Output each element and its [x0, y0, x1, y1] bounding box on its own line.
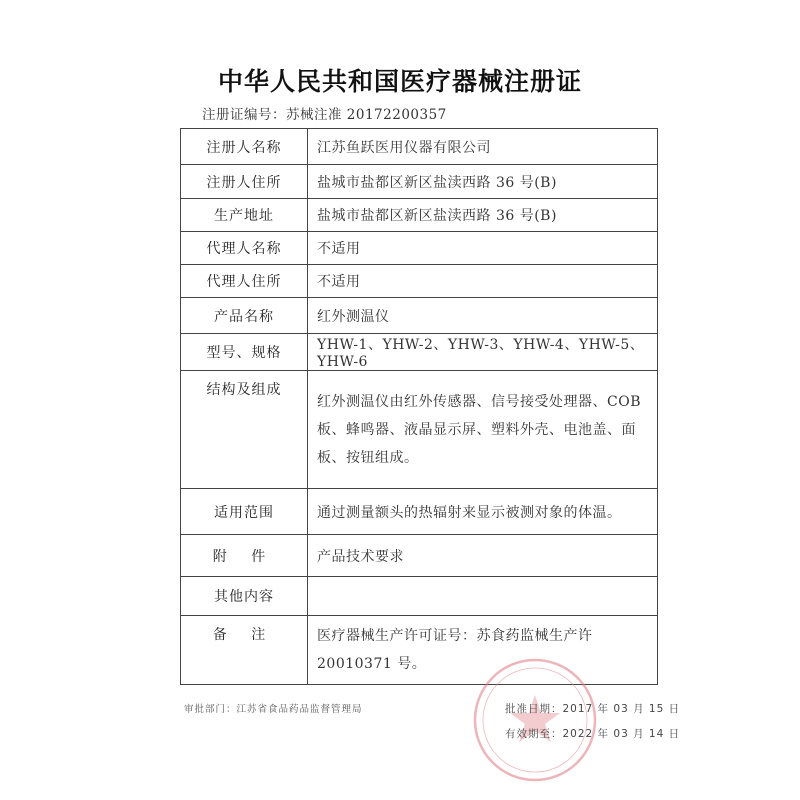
certificate-table [180, 128, 658, 685]
row-label: 注册人住所 [181, 165, 308, 199]
row-label: 其他内容 [181, 577, 308, 616]
table-row [181, 129, 658, 165]
table-row [181, 199, 658, 232]
row-value: YHW-1、YHW-2、YHW-3、YHW-4、YHW-5、YHW-6 [308, 334, 658, 371]
table-row [181, 489, 658, 535]
table-row [181, 371, 658, 489]
row-value [308, 577, 658, 616]
certificate-title: 中华人民共和国医疗器械注册证 [217, 67, 582, 96]
row-label: 附 件 [181, 535, 308, 577]
row-label: 结构及组成 [181, 371, 308, 489]
row-label: 产品名称 [181, 298, 308, 334]
row-value: 江苏鱼跃医用仪器有限公司 [308, 129, 658, 165]
row-value: 通过测量额头的热辐射来显示被测对象的体温。 [308, 489, 658, 535]
row-value: 不适用 [308, 232, 658, 265]
table-row [181, 298, 658, 334]
row-label: 代理人住所 [181, 265, 308, 298]
table-row [181, 165, 658, 199]
row-value: 红外测温仪 [308, 298, 658, 334]
approval-date: 批准日期：2017 年 03 月 15 日 [505, 703, 681, 715]
table-row [181, 535, 658, 577]
row-value: 盐城市盐都区新区盐渎西路 36 号(B) [308, 199, 658, 232]
registration-number: 注册证编号：苏械注准 20172200357 [202, 107, 447, 123]
table-row [181, 232, 658, 265]
valid-until: 有效期至：2022 年 03 月 14 日 [505, 728, 681, 740]
row-value: 盐城市盐都区新区盐渎西路 36 号(B) [308, 165, 658, 199]
row-value: 医疗器械生产许可证号：苏食药监械生产许 20010371 号。 [308, 616, 658, 685]
table-row [181, 334, 658, 371]
row-label: 适用范围 [181, 489, 308, 535]
row-value: 不适用 [308, 265, 658, 298]
official-seal [470, 655, 600, 785]
approval-department: 审批部门：江苏省食品药品监督管理局 [184, 704, 363, 715]
row-label: 型号、规格 [181, 334, 308, 371]
table-row [181, 577, 658, 616]
row-label: 备 注 [181, 616, 308, 685]
table-row [181, 265, 658, 298]
row-label: 代理人名称 [181, 232, 308, 265]
row-label: 生产地址 [181, 199, 308, 232]
row-label: 注册人名称 [181, 129, 308, 165]
row-value: 产品技术要求 [308, 535, 658, 577]
row-value: 红外测温仪由红外传感器、信号接受处理器、COB 板、蜂鸣器、液晶显示屏、塑料外壳、电池盖、面板、按钮组成。 [308, 371, 658, 489]
